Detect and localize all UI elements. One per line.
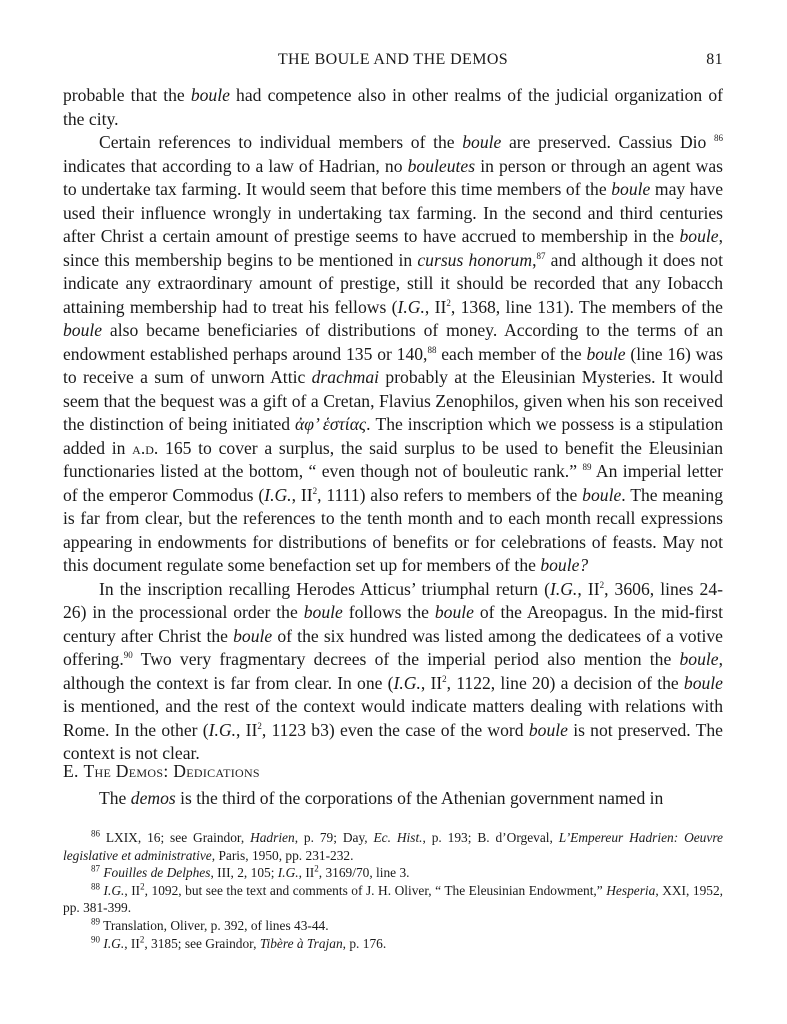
text-run: , since this membership begins to be mentioned in — [63, 226, 723, 270]
italic-text: boule — [683, 672, 723, 693]
text-run: , II — [291, 484, 313, 505]
italic-text: I.G. — [393, 672, 421, 693]
italic-text: boule — [582, 484, 622, 505]
italic-text: Hesperia — [606, 882, 656, 898]
text-run: had competence also in other realms of the judicial organization of the city. — [63, 85, 724, 129]
paragraph — [63, 84, 723, 131]
text-run: , XXI, 1952, pp. 381-399. — [63, 882, 724, 916]
superscript: 88 — [427, 344, 437, 355]
superscript: 2 — [257, 720, 262, 731]
superscript: 87 — [536, 250, 546, 261]
italic-text: bouleutes — [407, 155, 476, 176]
superscript: 90 — [123, 650, 133, 661]
text-run: is mentioned, and the rest of the context would indicate matters dealing with relations with Rome. In the other ( — [63, 696, 723, 740]
text-run: indicates that according to a law of Hadrian, no — [63, 155, 408, 176]
italic-text: I.G. — [103, 935, 125, 951]
section-letter: E. — [63, 761, 79, 781]
italic-text: cursus honorum — [417, 249, 533, 270]
running-head — [63, 51, 723, 73]
italic-text: boule — [303, 602, 343, 622]
footnote — [63, 829, 723, 864]
superscript: 2 — [599, 579, 605, 590]
text-run: is not preserved. The context is not clear. — [63, 719, 723, 763]
text-run: probable that the — [63, 85, 191, 105]
italic-text: boule — [462, 132, 502, 152]
text-run: , II — [298, 865, 315, 881]
text-run: , Paris, 1950, pp. 231-232. — [211, 847, 354, 863]
italic-text: boule — [611, 179, 651, 199]
footnote — [63, 864, 723, 882]
text-run: , II — [124, 882, 141, 898]
italic-text: Hadrien — [250, 830, 295, 845]
italic-text: ἀφ’ ἑστίας — [295, 414, 367, 434]
text-run: , — [532, 249, 537, 270]
italic-text: I.G. — [397, 296, 425, 317]
superscript: 2 — [139, 934, 145, 945]
text-run: , II — [235, 719, 258, 740]
text-run: and although it does not indicate any extraordinary amount of prestige, still it should be recorded that any Iobacch attaining membership had to treat his fellows ( — [63, 249, 723, 317]
text-run: , II — [424, 296, 447, 317]
text-run: , p. 176. — [342, 935, 387, 951]
italic-text: I.G. — [208, 719, 236, 740]
text-run: In the inscription recalling Herodes Atticus’ triumphal return ( — [99, 578, 550, 599]
italic-text: I.G. — [277, 865, 299, 881]
page-number: 81 — [706, 51, 723, 68]
text-run: is the third of the corporations of the Athenian government named in — [175, 788, 664, 808]
text-run: , 3169/70, line 3. — [318, 865, 410, 881]
italic-text: Ec. Hist. — [373, 830, 423, 845]
text-run: , III, 2, 105; — [210, 865, 278, 881]
text-run: , 1092, but see the text and comments of J. H. Oliver, “ The Eleusinian Endowment,” — [144, 882, 607, 898]
text-run: , 3185; see Graindor, — [144, 935, 260, 951]
text-run: Certain references to individual members of the — [99, 132, 463, 152]
footnote-number: 89 — [91, 916, 100, 927]
italic-text: boule — [233, 625, 273, 646]
italic-text: boule — [679, 649, 719, 669]
text-run: , 3606, lines 24-26) in the processional order the — [63, 578, 723, 622]
text-run: , p. 193; B. d’Orgeval, — [422, 830, 559, 845]
italic-text: I.G. — [103, 882, 125, 898]
text-run: , 1368, line 131). The members of the — [450, 296, 723, 317]
text-run: in person or through an agent was to undertake tax farming. It would seem that before this time members of the — [63, 155, 723, 199]
section-title: The Demos: Dedications — [83, 761, 260, 781]
italic-text: boule — [679, 226, 719, 246]
text-run: (line 16) was to receive a sum of unworn Attic — [63, 343, 723, 387]
text-run: follows the — [342, 602, 435, 622]
italic-text: Fouilles de Delphes — [103, 865, 211, 881]
section-first-line — [63, 787, 723, 811]
italic-text: demos — [130, 788, 176, 808]
text-run: each member of the — [436, 343, 587, 364]
text-run: of the six hundred was listed among the dedicatees of a votive offering. — [63, 625, 723, 669]
superscript: 2 — [446, 297, 451, 308]
text-run: The — [99, 788, 131, 808]
small-caps-text: a.d. — [132, 437, 159, 458]
text-run: 165 to cover a surplus, the said surplus to be used to benefit the Eleusinian functionaries listed at the bottom, “ even though not of bouleutic rank.” — [63, 437, 723, 481]
footnote-number: 87 — [91, 863, 100, 874]
text-run: , II — [420, 672, 443, 693]
text-run: , 1111) also refers to members of the — [317, 484, 583, 505]
body-text — [63, 84, 723, 766]
text-run: , although the context is far from clear. In one ( — [63, 649, 723, 693]
italic-text: I.G. — [264, 484, 292, 505]
text-run: . The meaning is far from clear, but the references to the tenth month and to each month recall expressions appearing in endowments for distributions of benefits or for celebrations of feasts. May not this document regulate some benefaction set up for members of the — [63, 484, 724, 575]
italic-text: boule — [586, 343, 626, 364]
italic-text: boule? — [540, 555, 589, 575]
footnote-number: 88 — [91, 881, 100, 892]
text-run: Translation, Oliver, p. 392, of lines 43-44. — [103, 917, 329, 933]
text-run: Two very fragmentary decrees of the imperial period also mention the — [132, 649, 680, 669]
footnote — [63, 882, 723, 917]
text-run: LXIX, 16; see Graindor, — [105, 830, 251, 845]
footnote-number: 86 — [91, 828, 100, 839]
paragraph — [63, 578, 723, 766]
superscript: 2 — [442, 673, 447, 684]
italic-text: I.G. — [549, 578, 578, 599]
text-run: are preserved. Cassius Dio — [501, 132, 714, 152]
text-run: may have used their influence wrongly in undertaking tax farming. In the second and third centuries after Christ a certain amount of prestige seems to have accrued to membership in the — [63, 179, 724, 246]
text-run: also became beneficiaries of distributions of money. According to the terms of an endowment established perhaps around 135 or 140, — [63, 320, 723, 364]
superscript: 2 — [140, 881, 145, 892]
italic-text: Tibère à Trajan — [259, 935, 343, 951]
italic-text: L’Empereur Hadrien: Oeuvre legislative et administrative — [63, 830, 723, 863]
text-run: , II — [577, 578, 600, 599]
paragraph — [63, 131, 723, 578]
italic-text: boule — [434, 602, 474, 622]
text-run: . The inscription which we possess is a stipulation added in — [63, 414, 723, 458]
superscript: 86 — [714, 133, 723, 144]
section-heading — [63, 760, 723, 784]
text-run: of the Areopagus. In the mid-first century after Christ the — [63, 602, 723, 646]
superscript: 2 — [314, 863, 319, 874]
running-head-title: THE BOULE AND THE DEMOS — [277, 51, 509, 68]
text-run: probably at the Eleusinian Mysteries. It would seem that the bequest was a gift of a Cretan, Flavius Zenophilos, given when his son received the distinction of being initiated — [63, 367, 723, 434]
italic-text: drachmai — [311, 367, 380, 387]
text-run: , 1123 b3) even the case of the word — [261, 719, 529, 740]
text-run: An imperial letter of the emperor Commodus ( — [63, 461, 723, 505]
superscript: 89 — [582, 462, 592, 473]
italic-text: boule — [528, 719, 568, 740]
text-run: , 1122, line 20) a decision of the — [446, 672, 684, 693]
italic-text: boule — [190, 85, 230, 105]
italic-text: boule — [63, 320, 103, 340]
footnote — [63, 935, 723, 953]
text-run: , p. 79; Day, — [294, 830, 374, 845]
footnote-number: 90 — [91, 934, 100, 945]
text-run: , II — [124, 935, 140, 951]
footnotes — [63, 829, 723, 952]
superscript: 2 — [312, 485, 318, 496]
footnote — [63, 917, 723, 935]
